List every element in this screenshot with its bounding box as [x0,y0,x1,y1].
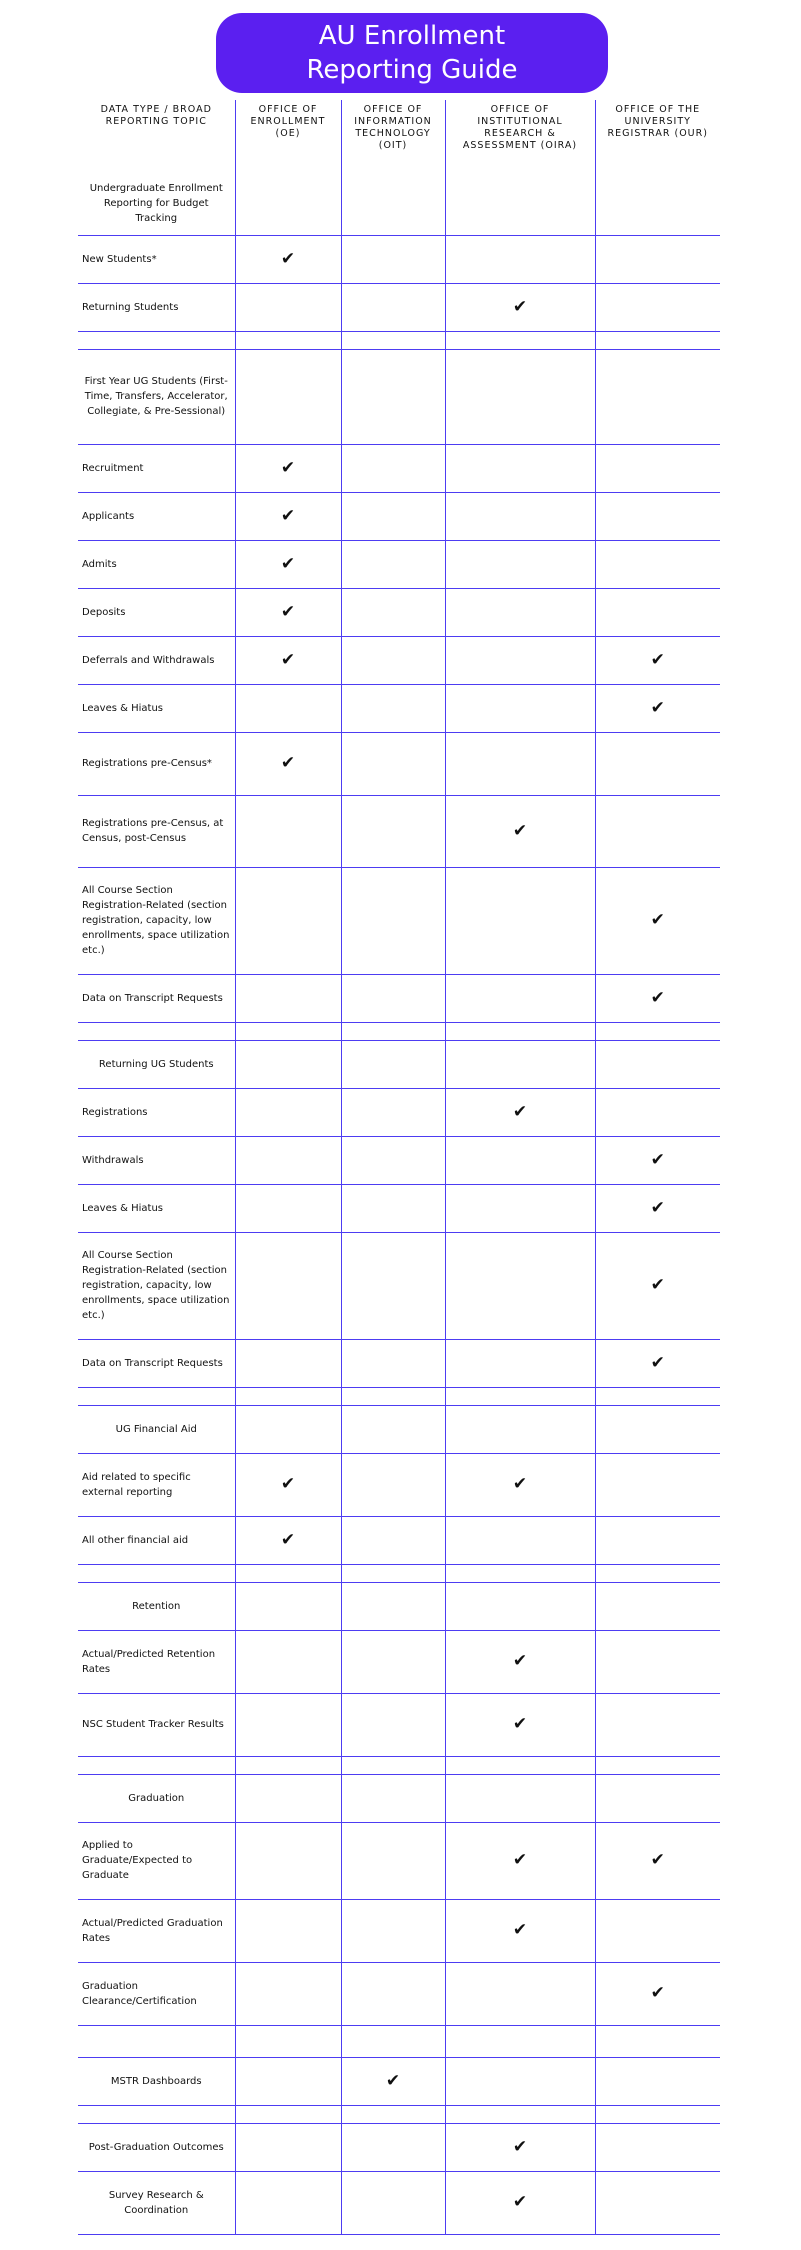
empty-cell [595,540,720,588]
row-label: New Students* [78,235,235,283]
empty-cell [235,283,341,331]
empty-cell [595,1516,720,1564]
row-label: Graduation Clearance/Certification [78,1962,235,2025]
row-label [78,1564,235,1582]
empty-cell [445,235,595,283]
check-icon: ✔ [235,492,341,540]
empty-cell [235,2057,341,2105]
empty-cell [341,492,445,540]
empty-cell [445,1339,595,1387]
empty-cell [595,2025,720,2057]
check-icon: ✔ [445,795,595,867]
row-label: NSC Student Tracker Results [78,1693,235,1756]
empty-cell [445,636,595,684]
empty-cell [595,1022,720,1040]
row-label: Returning Students [78,283,235,331]
empty-cell [445,1184,595,1232]
empty-cell [595,1693,720,1756]
empty-cell [595,492,720,540]
row-label: Returning UG Students [78,1040,235,1088]
empty-cell [235,1136,341,1184]
table-row [78,974,720,1022]
empty-cell [341,1962,445,2025]
check-icon: ✔ [235,732,341,795]
check-icon: ✔ [445,1693,595,1756]
row-label: UG Financial Aid [78,1405,235,1453]
check-icon: ✔ [445,2123,595,2171]
check-icon: ✔ [445,283,595,331]
empty-cell [595,1756,720,1774]
check-icon: ✔ [595,1184,720,1232]
row-label: Aid related to specific external reporting [78,1453,235,1516]
empty-cell [595,2171,720,2234]
empty-cell [595,732,720,795]
table-row [78,684,720,732]
column-header-oira: OFFICE OF INSTITUTIONAL RESEARCH & ASSESSMENT (OIRA) [445,100,595,172]
empty-cell [341,867,445,974]
empty-cell [445,1136,595,1184]
empty-cell [235,1387,341,1405]
row-label: Leaves & Hiatus [78,684,235,732]
empty-cell [235,974,341,1022]
empty-cell [445,1232,595,1339]
empty-cell [445,1582,595,1630]
empty-cell [595,235,720,283]
empty-cell [341,235,445,283]
check-icon: ✔ [235,540,341,588]
empty-cell [235,1339,341,1387]
empty-cell [341,1405,445,1453]
empty-cell [341,1136,445,1184]
check-icon: ✔ [445,1822,595,1899]
check-icon: ✔ [595,867,720,974]
empty-cell [595,795,720,867]
empty-cell [235,172,341,235]
empty-cell [445,2105,595,2123]
row-label: Actual/Predicted Retention Rates [78,1630,235,1693]
check-icon: ✔ [445,2171,595,2234]
row-label: All Course Section Registration-Related (section registration, capacity, low enrollments, space utilization etc.) [78,867,235,974]
row-label: Withdrawals [78,1136,235,1184]
empty-cell [235,1088,341,1136]
empty-cell [445,1756,595,1774]
empty-cell [595,1564,720,1582]
table-row [78,1136,720,1184]
row-label: Retention [78,1582,235,1630]
empty-cell [595,1387,720,1405]
table-row [78,588,720,636]
empty-cell [445,1516,595,1564]
table-row [78,540,720,588]
table-row [78,492,720,540]
check-icon: ✔ [595,1136,720,1184]
empty-cell [235,1022,341,1040]
empty-cell [341,444,445,492]
empty-cell [445,331,595,349]
check-icon: ✔ [445,1453,595,1516]
empty-cell [235,1774,341,1822]
table-row [78,1630,720,1693]
empty-cell [595,1582,720,1630]
empty-cell [341,974,445,1022]
table-row [78,636,720,684]
empty-cell [341,1232,445,1339]
empty-cell [445,540,595,588]
table-body [78,172,720,2234]
empty-cell [445,172,595,235]
check-icon: ✔ [235,444,341,492]
row-label: Applied to Graduate/Expected to Graduate [78,1822,235,1899]
check-icon: ✔ [595,1339,720,1387]
empty-cell [341,1453,445,1516]
table-row [78,1822,720,1899]
table-row [78,349,720,444]
empty-cell [235,1899,341,1962]
empty-cell [341,588,445,636]
table-row [78,1184,720,1232]
check-icon: ✔ [445,1899,595,1962]
empty-cell [595,172,720,235]
row-label [78,331,235,349]
empty-cell [235,1962,341,2025]
empty-cell [341,636,445,684]
empty-cell [595,2123,720,2171]
empty-cell [341,684,445,732]
table-row [78,1516,720,1564]
empty-cell [341,1040,445,1088]
table-row [78,1040,720,1088]
table-row [78,867,720,974]
empty-cell [235,867,341,974]
empty-cell [595,1453,720,1516]
check-icon: ✔ [235,588,341,636]
empty-cell [595,1405,720,1453]
empty-cell [235,2171,341,2234]
column-header-topic: DATA TYPE / BROAD REPORTING TOPIC [100,104,212,127]
row-label: Undergraduate Enrollment Reporting for Budget Tracking [78,172,235,235]
empty-cell [445,349,595,444]
empty-cell [341,1582,445,1630]
empty-cell [595,1088,720,1136]
table-row [78,1339,720,1387]
table-header-row [78,100,720,172]
check-icon: ✔ [595,974,720,1022]
empty-cell [445,1022,595,1040]
table-row [78,1453,720,1516]
row-label: Registrations [78,1088,235,1136]
empty-cell [341,349,445,444]
empty-cell [445,1040,595,1088]
table-row [78,1899,720,1962]
empty-cell [595,2105,720,2123]
title-banner [216,13,608,93]
table-row [78,172,720,235]
empty-cell [445,2057,595,2105]
empty-cell [445,492,595,540]
table-row [78,235,720,283]
row-label: Data on Transcript Requests [78,1339,235,1387]
table-row [78,2057,720,2105]
column-header-oe: OFFICE OF ENROLLMENT (OE) [235,100,341,172]
empty-cell [341,1387,445,1405]
reporting-guide-table [78,100,720,2235]
empty-cell [341,1774,445,1822]
empty-cell [235,1405,341,1453]
table-row [78,1582,720,1630]
check-icon: ✔ [235,636,341,684]
empty-cell [235,1184,341,1232]
empty-cell [235,1822,341,1899]
row-label: Recruitment [78,444,235,492]
table-spacer-row [78,2105,720,2123]
table-spacer-row [78,331,720,349]
empty-cell [341,1756,445,1774]
row-label: Post-Graduation Outcomes [78,2123,235,2171]
empty-cell [595,1774,720,1822]
empty-cell [341,1564,445,1582]
empty-cell [235,1564,341,1582]
empty-cell [445,1774,595,1822]
empty-cell [235,331,341,349]
empty-cell [341,732,445,795]
row-label: MSTR Dashboards [78,2057,235,2105]
empty-cell [341,1339,445,1387]
column-header-oit: OFFICE OF INFORMATION TECHNOLOGY (OIT) [341,100,445,172]
row-label: Admits [78,540,235,588]
check-icon: ✔ [595,1232,720,1339]
row-label [78,2025,235,2057]
empty-cell [445,444,595,492]
table-row [78,732,720,795]
empty-cell [341,172,445,235]
empty-cell [445,867,595,974]
empty-cell [445,1564,595,1582]
empty-cell [595,349,720,444]
empty-cell [341,331,445,349]
row-label: Deposits [78,588,235,636]
check-icon: ✔ [595,684,720,732]
row-label [78,1756,235,1774]
empty-cell [341,1630,445,1693]
empty-cell [595,283,720,331]
check-icon: ✔ [445,1630,595,1693]
table-spacer-row [78,1387,720,1405]
row-label: Applicants [78,492,235,540]
table-row [78,283,720,331]
empty-cell [445,732,595,795]
table-row [78,1232,720,1339]
row-label: Registrations pre-Census* [78,732,235,795]
table-row [78,1088,720,1136]
check-icon: ✔ [235,1453,341,1516]
check-icon: ✔ [595,1962,720,2025]
empty-cell [341,795,445,867]
empty-cell [445,1405,595,1453]
row-label [78,2105,235,2123]
empty-cell [445,974,595,1022]
row-label: Survey Research & Coordination [78,2171,235,2234]
empty-cell [341,2105,445,2123]
table-row [78,1693,720,1756]
title-line-1: AU Enrollment [318,21,506,51]
empty-cell [341,2171,445,2234]
column-header-our: OFFICE OF THE UNIVERSITY REGISTRAR (OUR) [595,100,720,172]
row-label: Registrations pre-Census, at Census, post-Census [78,795,235,867]
table-row [78,1962,720,2025]
empty-cell [341,540,445,588]
empty-cell [445,1962,595,2025]
row-label [78,1022,235,1040]
check-icon: ✔ [595,1822,720,1899]
table-spacer-row [78,1756,720,1774]
table-row [78,2171,720,2234]
check-icon: ✔ [595,636,720,684]
empty-cell [341,2123,445,2171]
empty-cell [235,2025,341,2057]
empty-cell [595,1630,720,1693]
row-label: Leaves & Hiatus [78,1184,235,1232]
empty-cell [235,1582,341,1630]
empty-cell [235,684,341,732]
empty-cell [595,2057,720,2105]
empty-cell [235,1693,341,1756]
empty-cell [445,588,595,636]
table-spacer-row [78,1564,720,1582]
table-row [78,2123,720,2171]
table-row [78,1405,720,1453]
row-label: First Year UG Students (First-Time, Transfers, Accelerator, Collegiate, & Pre-Sessional) [78,349,235,444]
empty-cell [595,1040,720,1088]
empty-cell [341,1516,445,1564]
check-icon: ✔ [341,2057,445,2105]
empty-cell [341,2025,445,2057]
empty-cell [341,1184,445,1232]
empty-cell [235,1040,341,1088]
check-icon: ✔ [235,235,341,283]
empty-cell [235,2105,341,2123]
empty-cell [235,1630,341,1693]
empty-cell [235,349,341,444]
table-spacer-row [78,1022,720,1040]
row-label: Deferrals and Withdrawals [78,636,235,684]
table-row [78,444,720,492]
empty-cell [341,1899,445,1962]
empty-cell [235,1756,341,1774]
row-label: All Course Section Registration-Related (section registration, capacity, low enrollments, space utilization etc.) [78,1232,235,1339]
empty-cell [595,331,720,349]
title-line-2: Reporting Guide [306,55,518,85]
empty-cell [235,795,341,867]
check-icon: ✔ [235,1516,341,1564]
empty-cell [445,2025,595,2057]
empty-cell [341,1693,445,1756]
empty-cell [341,1822,445,1899]
row-label: Graduation [78,1774,235,1822]
empty-cell [341,283,445,331]
empty-cell [341,1088,445,1136]
row-label: Actual/Predicted Graduation Rates [78,1899,235,1962]
check-icon: ✔ [445,1088,595,1136]
row-label: All other financial aid [78,1516,235,1564]
empty-cell [595,588,720,636]
row-label: Data on Transcript Requests [78,974,235,1022]
empty-cell [595,444,720,492]
empty-cell [341,1022,445,1040]
empty-cell [235,2123,341,2171]
empty-cell [235,1232,341,1339]
row-label [78,1387,235,1405]
table-spacer-row [78,2025,720,2057]
empty-cell [445,684,595,732]
empty-cell [595,1899,720,1962]
table-row [78,795,720,867]
empty-cell [445,1387,595,1405]
table-row [78,1774,720,1822]
